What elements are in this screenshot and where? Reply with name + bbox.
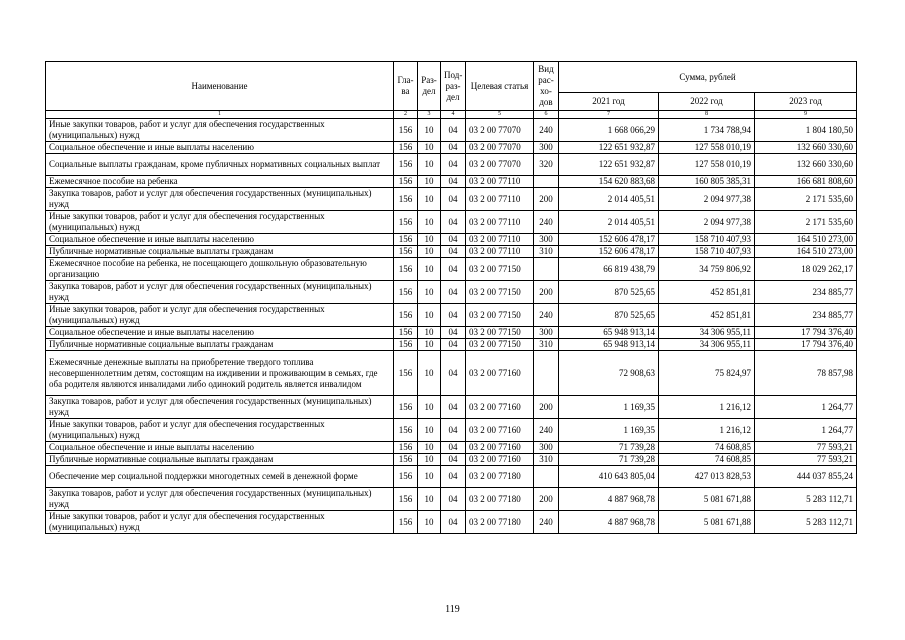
row-target: 03 2 00 77110 xyxy=(466,211,534,234)
row-sum-2021: 2 014 405,51 xyxy=(559,188,659,211)
row-target: 03 2 00 77180 xyxy=(466,511,534,534)
row-sum-2021: 1 668 066,29 xyxy=(559,119,659,142)
row-sum-2023: 77 593,21 xyxy=(755,442,857,454)
row-razdel: 10 xyxy=(418,304,441,327)
row-target: 03 2 00 77150 xyxy=(466,281,534,304)
table-row xyxy=(46,511,857,534)
row-sum-2022: 34 306 955,11 xyxy=(659,339,755,351)
row-vid: 200 xyxy=(534,188,559,211)
row-glava: 156 xyxy=(394,442,418,454)
row-sum-2022: 74 608,85 xyxy=(659,454,755,466)
row-sum-2023: 1 264,77 xyxy=(755,396,857,419)
row-target: 03 2 00 77110 xyxy=(466,234,534,246)
row-sum-2022: 127 558 010,19 xyxy=(659,142,755,154)
row-sum-2023: 1 804 180,50 xyxy=(755,119,857,142)
header-vid: Вид рас-хо-дов xyxy=(534,62,559,111)
row-sum-2022: 5 081 671,88 xyxy=(659,488,755,511)
row-razdel: 10 xyxy=(418,511,441,534)
row-sum-2022: 452 851,81 xyxy=(659,281,755,304)
row-glava: 156 xyxy=(394,281,418,304)
column-number: 2 xyxy=(394,111,418,119)
row-sum-2023: 78 857,98 xyxy=(755,351,857,396)
row-razdel: 10 xyxy=(418,488,441,511)
row-glava: 156 xyxy=(394,234,418,246)
row-vid xyxy=(534,351,559,396)
row-sum-2021: 71 739,28 xyxy=(559,454,659,466)
row-sum-2022: 158 710 407,93 xyxy=(659,234,755,246)
column-numbers-row xyxy=(46,111,857,119)
row-sum-2023: 5 283 112,71 xyxy=(755,511,857,534)
row-razdel: 10 xyxy=(418,466,441,488)
column-number: 8 xyxy=(659,111,755,119)
row-sum-2023: 132 660 330,60 xyxy=(755,154,857,176)
row-sum-2023: 5 283 112,71 xyxy=(755,488,857,511)
row-sum-2023: 444 037 855,24 xyxy=(755,466,857,488)
row-target: 03 2 00 77150 xyxy=(466,258,534,281)
row-sum-2023: 166 681 808,60 xyxy=(755,176,857,188)
table-row xyxy=(46,339,857,351)
row-name: Иные закупки товаров, работ и услуг для обеспечения государственных (муниципальных) нужд xyxy=(46,304,394,327)
row-sum-2023: 17 794 376,40 xyxy=(755,339,857,351)
row-podrazdel: 04 xyxy=(441,188,466,211)
header-glava: Гла-ва xyxy=(394,62,418,111)
row-sum-2021: 65 948 913,14 xyxy=(559,327,659,339)
row-glava: 156 xyxy=(394,304,418,327)
row-name: Ежемесячное пособие на ребенка xyxy=(46,176,394,188)
row-glava: 156 xyxy=(394,211,418,234)
row-glava: 156 xyxy=(394,511,418,534)
row-podrazdel: 04 xyxy=(441,142,466,154)
table-row xyxy=(46,488,857,511)
row-target: 03 2 00 77110 xyxy=(466,188,534,211)
row-name: Иные закупки товаров, работ и услуг для обеспечения государственных (муниципальных) нужд xyxy=(46,119,394,142)
row-target: 03 2 00 77160 xyxy=(466,442,534,454)
row-name: Публичные нормативные социальные выплаты гражданам xyxy=(46,339,394,351)
row-glava: 156 xyxy=(394,466,418,488)
row-sum-2021: 154 620 883,68 xyxy=(559,176,659,188)
row-name: Обеспечение мер социальной поддержки многодетных семей в денежной форме xyxy=(46,466,394,488)
table-row xyxy=(46,454,857,466)
row-podrazdel: 04 xyxy=(441,339,466,351)
row-target: 03 2 00 77070 xyxy=(466,154,534,176)
row-vid: 310 xyxy=(534,246,559,258)
row-sum-2021: 870 525,65 xyxy=(559,304,659,327)
header-sum: Сумма, рублей xyxy=(559,62,857,93)
table-row xyxy=(46,442,857,454)
row-target: 03 2 00 77160 xyxy=(466,419,534,442)
table-row xyxy=(46,281,857,304)
row-sum-2022: 34 759 806,92 xyxy=(659,258,755,281)
row-podrazdel: 04 xyxy=(441,396,466,419)
header-year-2023: 2023 год xyxy=(755,93,857,111)
header-name: Наименование xyxy=(46,62,394,111)
row-vid xyxy=(534,466,559,488)
row-razdel: 10 xyxy=(418,246,441,258)
table-row xyxy=(46,396,857,419)
table-row xyxy=(46,234,857,246)
row-target: 03 2 00 77110 xyxy=(466,246,534,258)
row-target: 03 2 00 77070 xyxy=(466,119,534,142)
row-sum-2022: 2 094 977,38 xyxy=(659,211,755,234)
row-glava: 156 xyxy=(394,419,418,442)
row-target: 03 2 00 77150 xyxy=(466,304,534,327)
row-sum-2022: 1 216,12 xyxy=(659,419,755,442)
row-podrazdel: 04 xyxy=(441,176,466,188)
column-number: 5 xyxy=(466,111,534,119)
row-podrazdel: 04 xyxy=(441,466,466,488)
table-row xyxy=(46,188,857,211)
row-sum-2022: 74 608,85 xyxy=(659,442,755,454)
row-podrazdel: 04 xyxy=(441,154,466,176)
row-razdel: 10 xyxy=(418,154,441,176)
row-glava: 156 xyxy=(394,351,418,396)
header-podrazdel: Под-раз-дел xyxy=(441,62,466,111)
row-sum-2023: 132 660 330,60 xyxy=(755,142,857,154)
row-target: 03 2 00 77110 xyxy=(466,176,534,188)
row-podrazdel: 04 xyxy=(441,119,466,142)
row-name: Социальные выплаты гражданам, кроме публичных нормативных социальных выплат xyxy=(46,154,394,176)
header-year-2021: 2021 год xyxy=(559,93,659,111)
row-vid: 320 xyxy=(534,154,559,176)
row-podrazdel: 04 xyxy=(441,351,466,396)
row-sum-2021: 870 525,65 xyxy=(559,281,659,304)
row-sum-2021: 2 014 405,51 xyxy=(559,211,659,234)
row-name: Ежемесячные денежные выплаты на приобретение твердого топлива несовершеннолетним детям, состоящим на иждивении и проживающим в семьях, где оба родителя являются инвалидами либо одинокий родитель является инвалидом xyxy=(46,351,394,396)
row-podrazdel: 04 xyxy=(441,488,466,511)
row-vid xyxy=(534,258,559,281)
table-row xyxy=(46,258,857,281)
page-number: 119 xyxy=(445,604,460,615)
row-razdel: 10 xyxy=(418,339,441,351)
row-name: Закупка товаров, работ и услуг для обеспечения государственных (муниципальных) нужд xyxy=(46,188,394,211)
row-razdel: 10 xyxy=(418,188,441,211)
row-glava: 156 xyxy=(394,488,418,511)
table-row xyxy=(46,154,857,176)
row-sum-2021: 65 948 913,14 xyxy=(559,339,659,351)
row-podrazdel: 04 xyxy=(441,327,466,339)
row-sum-2021: 4 887 968,78 xyxy=(559,488,659,511)
table-body xyxy=(46,119,857,534)
row-sum-2022: 34 306 955,11 xyxy=(659,327,755,339)
row-sum-2022: 427 013 828,53 xyxy=(659,466,755,488)
column-number: 9 xyxy=(755,111,857,119)
row-glava: 156 xyxy=(394,396,418,419)
row-sum-2023: 2 171 535,60 xyxy=(755,211,857,234)
row-name: Социальное обеспечение и иные выплаты населению xyxy=(46,442,394,454)
row-name: Иные закупки товаров, работ и услуг для обеспечения государственных (муниципальных) нужд xyxy=(46,419,394,442)
row-name: Публичные нормативные социальные выплаты гражданам xyxy=(46,454,394,466)
row-vid: 200 xyxy=(534,488,559,511)
header-target: Целевая статья xyxy=(466,62,534,111)
row-vid: 200 xyxy=(534,281,559,304)
row-glava: 156 xyxy=(394,154,418,176)
row-sum-2023: 164 510 273,00 xyxy=(755,246,857,258)
row-razdel: 10 xyxy=(418,327,441,339)
row-vid: 300 xyxy=(534,142,559,154)
row-razdel: 10 xyxy=(418,258,441,281)
row-target: 03 2 00 77150 xyxy=(466,327,534,339)
row-razdel: 10 xyxy=(418,211,441,234)
column-number: 3 xyxy=(418,111,441,119)
row-sum-2022: 452 851,81 xyxy=(659,304,755,327)
row-sum-2021: 122 651 932,87 xyxy=(559,154,659,176)
row-razdel: 10 xyxy=(418,142,441,154)
row-glava: 156 xyxy=(394,188,418,211)
row-vid: 240 xyxy=(534,419,559,442)
row-glava: 156 xyxy=(394,119,418,142)
row-name: Закупка товаров, работ и услуг для обеспечения государственных (муниципальных) нужд xyxy=(46,488,394,511)
row-vid xyxy=(534,176,559,188)
row-target: 03 2 00 77180 xyxy=(466,488,534,511)
row-sum-2023: 17 794 376,40 xyxy=(755,327,857,339)
row-vid: 300 xyxy=(534,327,559,339)
row-sum-2022: 5 081 671,88 xyxy=(659,511,755,534)
row-target: 03 2 00 77180 xyxy=(466,466,534,488)
row-sum-2021: 152 606 478,17 xyxy=(559,234,659,246)
table-row xyxy=(46,351,857,396)
row-target: 03 2 00 77160 xyxy=(466,396,534,419)
table-row xyxy=(46,327,857,339)
row-name: Социальное обеспечение и иные выплаты населению xyxy=(46,142,394,154)
row-sum-2022: 158 710 407,93 xyxy=(659,246,755,258)
row-name: Иные закупки товаров, работ и услуг для обеспечения государственных (муниципальных) нужд xyxy=(46,511,394,534)
row-sum-2021: 1 169,35 xyxy=(559,396,659,419)
row-podrazdel: 04 xyxy=(441,246,466,258)
row-vid: 240 xyxy=(534,304,559,327)
row-sum-2021: 71 739,28 xyxy=(559,442,659,454)
table-row xyxy=(46,119,857,142)
row-glava: 156 xyxy=(394,258,418,281)
row-sum-2021: 4 887 968,78 xyxy=(559,511,659,534)
row-sum-2023: 164 510 273,00 xyxy=(755,234,857,246)
row-glava: 156 xyxy=(394,327,418,339)
row-sum-2021: 1 169,35 xyxy=(559,419,659,442)
row-glava: 156 xyxy=(394,142,418,154)
row-sum-2022: 75 824,97 xyxy=(659,351,755,396)
row-target: 03 2 00 77150 xyxy=(466,339,534,351)
table-row xyxy=(46,176,857,188)
column-number: 4 xyxy=(441,111,466,119)
table-row xyxy=(46,246,857,258)
table-row xyxy=(46,304,857,327)
row-podrazdel: 04 xyxy=(441,304,466,327)
row-sum-2023: 1 264,77 xyxy=(755,419,857,442)
row-name: Публичные нормативные социальные выплаты гражданам xyxy=(46,246,394,258)
row-sum-2023: 18 029 262,17 xyxy=(755,258,857,281)
row-razdel: 10 xyxy=(418,351,441,396)
row-razdel: 10 xyxy=(418,234,441,246)
row-vid: 300 xyxy=(534,442,559,454)
row-razdel: 10 xyxy=(418,454,441,466)
row-name: Иные закупки товаров, работ и услуг для обеспечения государственных (муниципальных) нужд xyxy=(46,211,394,234)
column-number: 7 xyxy=(559,111,659,119)
row-sum-2023: 2 171 535,60 xyxy=(755,188,857,211)
row-vid: 240 xyxy=(534,211,559,234)
row-sum-2021: 410 643 805,04 xyxy=(559,466,659,488)
row-podrazdel: 04 xyxy=(441,234,466,246)
table-row xyxy=(46,466,857,488)
header-razdel: Раз-дел xyxy=(418,62,441,111)
row-target: 03 2 00 77160 xyxy=(466,454,534,466)
row-razdel: 10 xyxy=(418,442,441,454)
row-sum-2023: 234 885,77 xyxy=(755,304,857,327)
table-row xyxy=(46,142,857,154)
row-vid: 240 xyxy=(534,119,559,142)
row-name: Ежемесячное пособие на ребенка, не посещающего дошкольную образовательную организацию xyxy=(46,258,394,281)
column-number: 6 xyxy=(534,111,559,119)
row-glava: 156 xyxy=(394,246,418,258)
row-glava: 156 xyxy=(394,339,418,351)
row-target: 03 2 00 77160 xyxy=(466,351,534,396)
row-vid: 310 xyxy=(534,339,559,351)
row-sum-2022: 1 734 788,94 xyxy=(659,119,755,142)
row-razdel: 10 xyxy=(418,281,441,304)
row-sum-2022: 160 805 385,31 xyxy=(659,176,755,188)
row-vid: 300 xyxy=(534,234,559,246)
table-row xyxy=(46,419,857,442)
row-sum-2022: 2 094 977,38 xyxy=(659,188,755,211)
row-razdel: 10 xyxy=(418,119,441,142)
row-name: Социальное обеспечение и иные выплаты населению xyxy=(46,234,394,246)
row-name: Социальное обеспечение и иные выплаты населению xyxy=(46,327,394,339)
row-name: Закупка товаров, работ и услуг для обеспечения государственных (муниципальных) нужд xyxy=(46,281,394,304)
column-number: 1 xyxy=(46,111,394,119)
row-sum-2021: 152 606 478,17 xyxy=(559,246,659,258)
row-target: 03 2 00 77070 xyxy=(466,142,534,154)
header-year-2022: 2022 год xyxy=(659,93,755,111)
row-sum-2021: 122 651 932,87 xyxy=(559,142,659,154)
row-podrazdel: 04 xyxy=(441,211,466,234)
row-sum-2022: 127 558 010,19 xyxy=(659,154,755,176)
row-sum-2023: 234 885,77 xyxy=(755,281,857,304)
row-name: Закупка товаров, работ и услуг для обеспечения государственных (муниципальных) нужд xyxy=(46,396,394,419)
row-razdel: 10 xyxy=(418,396,441,419)
table-row xyxy=(46,211,857,234)
row-podrazdel: 04 xyxy=(441,419,466,442)
row-sum-2023: 77 593,21 xyxy=(755,454,857,466)
row-podrazdel: 04 xyxy=(441,454,466,466)
row-vid: 240 xyxy=(534,511,559,534)
row-podrazdel: 04 xyxy=(441,511,466,534)
row-glava: 156 xyxy=(394,454,418,466)
row-podrazdel: 04 xyxy=(441,258,466,281)
row-sum-2022: 1 216,12 xyxy=(659,396,755,419)
budget-table xyxy=(45,61,857,534)
row-vid: 310 xyxy=(534,454,559,466)
row-sum-2021: 72 908,63 xyxy=(559,351,659,396)
row-podrazdel: 04 xyxy=(441,442,466,454)
row-sum-2021: 66 819 438,79 xyxy=(559,258,659,281)
row-razdel: 10 xyxy=(418,419,441,442)
row-vid: 200 xyxy=(534,396,559,419)
row-razdel: 10 xyxy=(418,176,441,188)
row-glava: 156 xyxy=(394,176,418,188)
row-podrazdel: 04 xyxy=(441,281,466,304)
